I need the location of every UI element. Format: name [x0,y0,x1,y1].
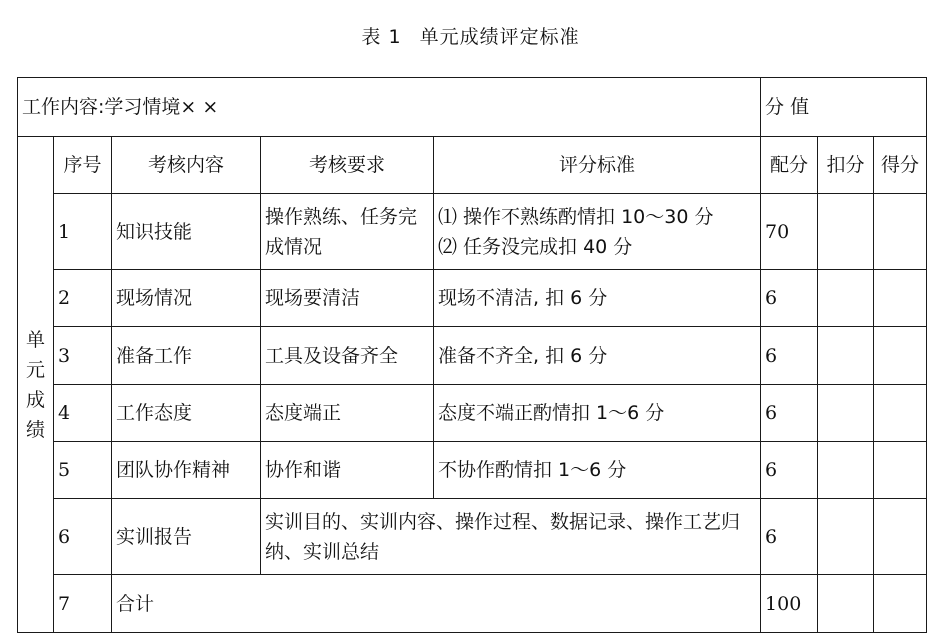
table-row [18,194,927,270]
row-content: 实训报告 [112,499,261,575]
side-label-char: 单 [25,328,45,351]
score-group-header: 分 值 [761,78,927,137]
row-points: 100 [761,575,818,633]
row-requirement: 操作熟练、任务完成情况 [261,194,434,270]
row-deduct [818,270,874,327]
row-points: 6 [761,270,818,327]
row-seq: 5 [54,442,112,499]
row-requirement: 工具及设备齐全 [261,327,434,385]
table-title: 单元成绩评定标准 [419,26,580,48]
row-score [874,575,927,633]
row-content: 现场情况 [112,270,261,327]
row-content: 知识技能 [112,194,261,270]
row-seq: 6 [54,499,112,575]
table-row [18,327,927,385]
table-row [18,442,927,499]
row-seq: 2 [54,270,112,327]
row-criteria [434,194,761,270]
row-deduct [818,499,874,575]
table-row [18,385,927,442]
row-points: 6 [761,442,818,499]
row-criteria: 不协作酌情扣 1～6 分 [434,442,761,499]
row-requirement: 协作和谐 [261,442,434,499]
row-score [874,499,927,575]
row-points: 70 [761,194,818,270]
row-score [874,270,927,327]
criteria-line: ⑴ 操作不熟练酌情扣 10～30 分 [438,205,714,228]
row-deduct [818,442,874,499]
side-label-cell [18,137,54,633]
table-caption [0,22,941,49]
row-points: 6 [761,327,818,385]
row-score [874,442,927,499]
col-header-score: 得分 [874,137,927,194]
row-points: 6 [761,499,818,575]
row-score [874,194,927,270]
col-header-criteria: 评分标准 [434,137,761,194]
criteria-line: ⑵ 任务没完成扣 40 分 [438,235,633,258]
row-criteria: 态度不端正酌情扣 1～6 分 [434,385,761,442]
row-deduct [818,194,874,270]
row-seq: 3 [54,327,112,385]
work-content-cell: 工作内容:学习情境× × [18,78,761,137]
row-deduct [818,575,874,633]
row-score [874,327,927,385]
row-seq: 7 [54,575,112,633]
col-header-content: 考核内容 [112,137,261,194]
table-number: 表 1 [361,26,402,48]
side-label-char: 元 [25,358,45,381]
table-row [18,499,927,575]
row-content: 合计 [112,575,761,633]
col-header-requirement: 考核要求 [261,137,434,194]
row-content: 工作态度 [112,385,261,442]
side-label-char: 绩 [25,418,45,441]
row-seq: 4 [54,385,112,442]
grade-criteria-table [17,77,927,633]
col-header-deduct: 扣分 [818,137,874,194]
row-criteria: 现场不清洁, 扣 6 分 [434,270,761,327]
row-content: 准备工作 [112,327,261,385]
row-seq: 1 [54,194,112,270]
row-requirement-criteria: 实训目的、实训内容、操作过程、数据记录、操作工艺归纳、实训总结 [261,499,761,575]
table-row-total [18,575,927,633]
table-header-row [18,78,927,137]
column-header-row [18,137,927,194]
row-score [874,385,927,442]
row-deduct [818,327,874,385]
row-content: 团队协作精神 [112,442,261,499]
row-points: 6 [761,385,818,442]
row-requirement: 现场要清洁 [261,270,434,327]
side-label-char: 成 [25,388,45,411]
col-header-points: 配分 [761,137,818,194]
row-requirement: 态度端正 [261,385,434,442]
col-header-seq: 序号 [54,137,112,194]
table-row [18,270,927,327]
row-criteria: 准备不齐全, 扣 6 分 [434,327,761,385]
row-deduct [818,385,874,442]
